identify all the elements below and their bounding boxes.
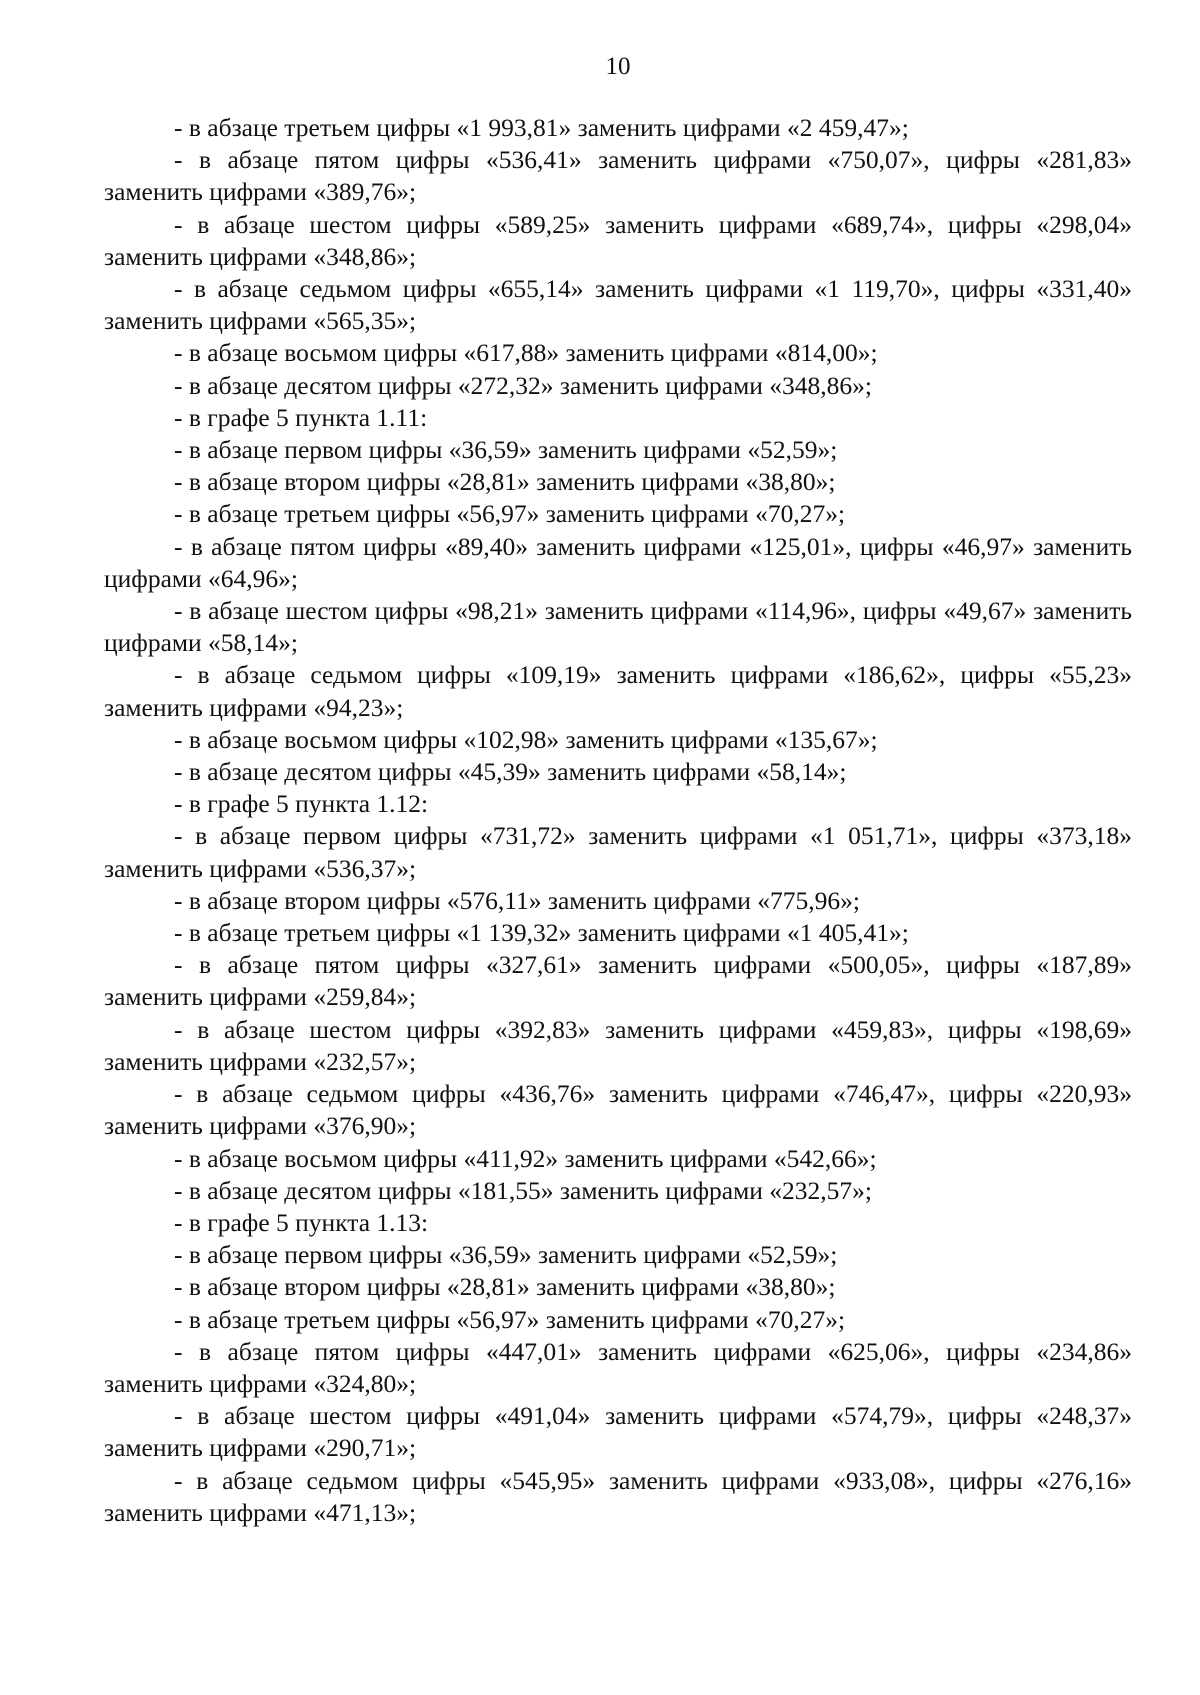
- paragraph: - в абзаце пятом цифры «89,40» заменить цифрами «125,01», цифры «46,97» заменить цифрами «64,96»;: [104, 531, 1132, 593]
- paragraph: - в абзаце шестом цифры «491,04» заменить цифрами «574,79», цифры «248,37» заменить цифрами «290,71»;: [104, 1401, 1132, 1463]
- paragraph: - в абзаце десятом цифры «181,55» заменить цифрами «232,57»;: [174, 1175, 872, 1205]
- paragraph: - в абзаце седьмом цифры «655,14» заменить цифрами «1 119,70», цифры «331,40» заменить цифрами «565,35»;: [104, 274, 1132, 336]
- document-body: [104, 112, 1132, 1529]
- paragraph: - в абзаце третьем цифры «1 993,81» заменить цифрами «2 459,47»;: [174, 113, 909, 142]
- paragraph: - в абзаце первом цифры «731,72» заменить цифрами «1 051,71», цифры «373,18» заменить цифрами «536,37»;: [104, 821, 1132, 883]
- paragraph: - в абзаце седьмом цифры «109,19» заменить цифрами «186,62», цифры «55,23» заменить цифрами «94,23»;: [104, 660, 1132, 722]
- paragraph: - в графе 5 пункта 1.11:: [174, 402, 428, 432]
- paragraph: - в абзаце пятом цифры «327,61» заменить цифрами «500,05», цифры «187,89» заменить цифрами «259,84»;: [104, 950, 1132, 1012]
- paragraph: - в абзаце шестом цифры «589,25» заменить цифрами «689,74», цифры «298,04» заменить цифрами «348,86»;: [104, 209, 1132, 271]
- paragraph: - в графе 5 пункта 1.12:: [174, 789, 429, 819]
- paragraph: - в абзаце первом цифры «36,59» заменить цифрами «52,59»;: [174, 435, 838, 465]
- page-number: 10: [605, 53, 631, 80]
- paragraph: - в абзаце десятом цифры «45,39» заменить цифрами «58,14»;: [174, 757, 847, 787]
- paragraph: - в абзаце шестом цифры «98,21» заменить цифрами «114,96», цифры «49,67» заменить цифрами «58,14»;: [104, 596, 1132, 658]
- paragraph: - в абзаце пятом цифры «447,01» заменить цифрами «625,06», цифры «234,86» заменить цифрами «324,80»;: [104, 1336, 1132, 1398]
- paragraph: - в абзаце втором цифры «28,81» заменить цифрами «38,80»;: [174, 1272, 836, 1302]
- paragraph: - в абзаце шестом цифры «392,83» заменить цифрами «459,83», цифры «198,69» заменить цифрами «232,57»;: [104, 1014, 1132, 1076]
- paragraph: - в абзаце седьмом цифры «436,76» заменить цифрами «746,47», цифры «220,93» заменить цифрами «376,90»;: [104, 1079, 1132, 1141]
- paragraph: - в абзаце восьмом цифры «102,98» заменить цифрами «135,67»;: [174, 724, 878, 754]
- paragraph: - в абзаце третьем цифры «56,97» заменить цифрами «70,27»;: [174, 499, 846, 529]
- paragraph: - в абзаце пятом цифры «536,41» заменить цифрами «750,07», цифры «281,83» заменить цифрами «389,76»;: [104, 145, 1132, 207]
- paragraph: - в абзаце втором цифры «28,81» заменить цифрами «38,80»;: [174, 467, 836, 497]
- paragraph: - в абзаце третьем цифры «56,97» заменить цифрами «70,27»;: [174, 1304, 846, 1334]
- paragraph: - в абзаце третьем цифры «1 139,32» заменить цифрами «1 405,41»;: [174, 918, 909, 948]
- paragraph: - в графе 5 пункта 1.13:: [174, 1207, 429, 1237]
- paragraph: - в абзаце десятом цифры «272,32» заменить цифрами «348,86»;: [174, 370, 872, 400]
- paragraph: - в абзаце втором цифры «576,11» заменить цифрами «775,96»;: [174, 885, 860, 915]
- paragraph: - в абзаце седьмом цифры «545,95» заменить цифрами «933,08», цифры «276,16» заменить цифрами «471,13»;: [104, 1465, 1132, 1527]
- paragraph: - в абзаце восьмом цифры «411,92» заменить цифрами «542,66»;: [174, 1143, 877, 1173]
- paragraph: - в абзаце восьмом цифры «617,88» заменить цифрами «814,00»;: [174, 338, 878, 368]
- paragraph: - в абзаце первом цифры «36,59» заменить цифрами «52,59»;: [174, 1240, 838, 1270]
